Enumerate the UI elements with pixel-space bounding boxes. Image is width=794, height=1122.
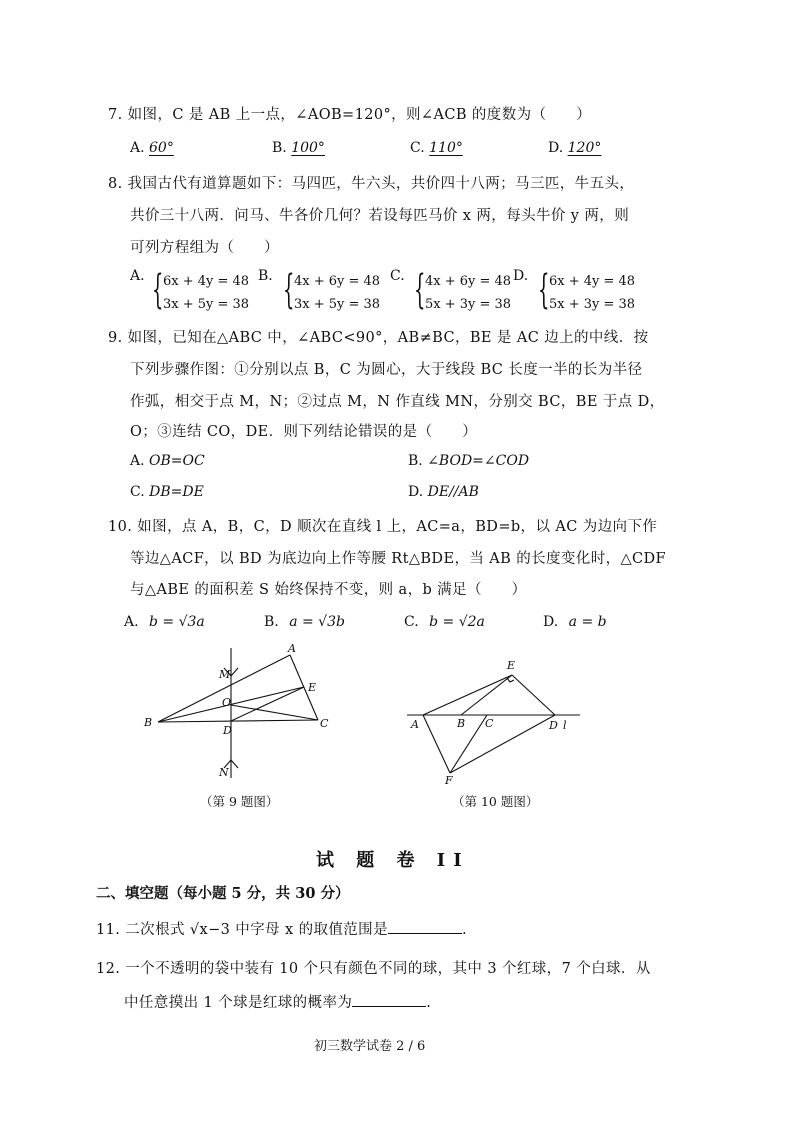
- q9-option-d: [408, 484, 479, 500]
- q12-suffix: .: [426, 995, 432, 1011]
- q8-line2: 共价三十八两．问马、牛各价几何？若设每匹马价 x 两，每头牛价 y 两，则: [130, 208, 630, 224]
- q7-option-a: [130, 140, 174, 156]
- q7-option-c-value: 110°: [429, 140, 463, 156]
- q9-option-c-text: DB=DE: [149, 484, 204, 500]
- q7-option-b-letter: B.: [272, 140, 287, 156]
- brace-icon: {: [152, 267, 164, 313]
- q9-option-a-text: OB=OC: [149, 453, 205, 469]
- q10-option-a: [124, 614, 205, 630]
- q10-option-a-text: b = √3a: [149, 614, 205, 630]
- q9-option-d-text: DE//AB: [427, 484, 479, 500]
- section-heading: 二、填空题（每小题 5 分，共 30 分）: [96, 885, 350, 902]
- figure-9-lines: [158, 648, 318, 778]
- q10-option-c-letter: C.: [404, 614, 419, 630]
- fig9-label-a: A: [288, 642, 296, 655]
- q8-option-d-letter: D.: [513, 268, 529, 284]
- q8-option-b-letter: B.: [258, 268, 273, 284]
- q9-line1: 9. 如图，已知在△ABC 中，∠ABC<90°，AB≠BC，BE 是 AC 边上的中线．按: [108, 330, 649, 346]
- fig10-label-b: B: [457, 717, 466, 730]
- line-cf: [450, 715, 487, 773]
- q10-option-a-letter: A.: [124, 614, 139, 630]
- q11-answer-blank: [388, 921, 462, 934]
- q11: [96, 918, 467, 939]
- q8-option-a-system: [163, 270, 249, 316]
- fig9-label-e: E: [308, 681, 317, 694]
- figure-9: [140, 640, 360, 790]
- page-footer: 初三数学试卷 2 / 6: [314, 1039, 426, 1054]
- line-af: [423, 715, 450, 773]
- q7-option-d: [548, 140, 601, 156]
- fig9-label-d: D: [223, 724, 232, 737]
- q9-option-c: [130, 484, 204, 500]
- line-df: [450, 715, 555, 773]
- q10-line2: 等边△ACF，以 BD 为底边向上作等腰 Rt△BDE，当 AB 的长度变化时，△CDF: [130, 551, 667, 567]
- q8-option-d-eq2: 5x + 3y = 38: [549, 297, 636, 312]
- q8-option-d-eq1: 6x + 4y = 48: [549, 274, 636, 289]
- q8-option-c-system: [425, 270, 511, 316]
- q12-answer-blank: [352, 994, 426, 1007]
- q10-line3: 与△ABE 的面积差 S 始终保持不变，则 a，b 满足（ ）: [130, 582, 527, 598]
- q10-option-c: [404, 614, 485, 630]
- brace-icon: {: [538, 267, 550, 313]
- q10-option-c-text: b = √2a: [429, 614, 485, 630]
- q7-option-d-letter: D.: [548, 140, 564, 156]
- fig10-label-d: D: [549, 719, 558, 732]
- fig10-label-e: E: [507, 659, 516, 672]
- fig9-label-b: B: [144, 716, 153, 729]
- q9-option-d-letter: D.: [408, 484, 424, 500]
- q12-prefix: 中任意摸出 1 个球是红球的概率为: [124, 995, 353, 1011]
- figure-10: [405, 655, 585, 785]
- q7-stem: 7. 如图，C 是 AB 上一点，∠AOB=120°，则∠ACB 的度数为（ ）: [108, 107, 592, 123]
- q8-option-a-eq2: 3x + 5y = 38: [163, 297, 250, 312]
- fig10-label-a: A: [411, 718, 419, 731]
- q8-option-b-eq2: 3x + 5y = 38: [294, 297, 381, 312]
- q10-option-d-letter: D.: [543, 614, 559, 630]
- q8-line1: 8. 我国古代有道算题如下：马四匹，牛六头，共价四十八两；马三匹，牛五头，: [108, 176, 635, 192]
- q10-option-d: [543, 614, 607, 630]
- q7-option-d-value: 120°: [567, 140, 602, 156]
- q11-suffix: .: [461, 922, 467, 938]
- q7-option-b: [272, 140, 325, 156]
- fig9-label-m: M: [219, 668, 231, 681]
- figure-9-caption: （第 9 题图）: [200, 794, 279, 809]
- brace-icon: {: [283, 267, 295, 313]
- fig10-label-l: l: [563, 719, 567, 732]
- q7-option-a-value: 60°: [149, 140, 174, 156]
- q8-option-c-eq1: 4x + 6y = 48: [425, 274, 512, 289]
- q10-option-b-letter: B.: [264, 614, 279, 630]
- q9-option-b-text: ∠BOD=∠COD: [427, 453, 530, 469]
- q9-option-b-letter: B.: [408, 453, 423, 469]
- q8-option-c-eq2: 5x + 3y = 38: [425, 297, 512, 312]
- fig10-label-f: F: [445, 774, 453, 785]
- line-bc: [158, 720, 318, 722]
- line-co: [231, 705, 318, 720]
- q12-line1: 12. 一个不透明的袋中装有 10 个只有颜色不同的球，其中 3 个红球，7 个白球．从: [96, 961, 651, 977]
- q8-option-b-system: [294, 270, 380, 316]
- q8-option-d-system: [549, 270, 635, 316]
- q7-option-b-value: 100°: [291, 140, 325, 156]
- figure-10-caption: （第 10 题图）: [452, 794, 539, 809]
- q9-option-c-letter: C.: [130, 484, 145, 500]
- right-angle-mark: [507, 678, 514, 682]
- q12-line2: [124, 991, 431, 1012]
- q8-line3: 可列方程组为（ ）: [130, 240, 279, 256]
- q10-option-d-text: a = b: [568, 614, 607, 630]
- q8-option-a-letter: A.: [130, 268, 145, 284]
- fig10-label-c: C: [485, 717, 494, 730]
- q10-line1: 10. 如图，点 A，B，C，D 顺次在直线 l 上，AC=a，BD=b，以 AC 为边向下作: [108, 519, 658, 535]
- q10-option-b: [264, 614, 345, 630]
- q8-option-a-eq1: 6x + 4y = 48: [163, 274, 250, 289]
- q11-prefix: 11. 二次根式 √x−3 中字母 x 的取值范围是: [96, 922, 388, 938]
- line-ae: [423, 675, 512, 715]
- q7-option-a-letter: A.: [130, 140, 145, 156]
- q9-line3: 作弧，相交于点 M，N；②过点 M，N 作直线 MN，分别交 BC，BE 于点 D，: [130, 394, 665, 410]
- q9-option-a: [130, 453, 205, 469]
- q9-line4: O；③连结 CO，DE．则下列结论错误的是（ ）: [130, 424, 478, 440]
- brace-icon: {: [414, 267, 426, 313]
- q7-option-c-letter: C.: [410, 140, 425, 156]
- section-title: 试 题 卷 II: [316, 850, 470, 871]
- q9-option-b: [408, 453, 529, 469]
- q9-line2: 下列步骤作图：①分别以点 B，C 为圆心，大于线段 BC 长度一半的长为半径: [130, 362, 643, 378]
- q8-option-c-letter: C.: [390, 268, 405, 284]
- q9-option-a-letter: A.: [130, 453, 145, 469]
- q7-option-c: [410, 140, 463, 156]
- fig9-label-n: N: [219, 766, 229, 779]
- fig9-label-o: O: [222, 696, 232, 709]
- fig9-label-c: C: [320, 717, 329, 730]
- q8-option-b-eq1: 4x + 6y = 48: [294, 274, 381, 289]
- q10-option-b-text: a = √3b: [289, 614, 345, 630]
- line-ed: [512, 675, 555, 715]
